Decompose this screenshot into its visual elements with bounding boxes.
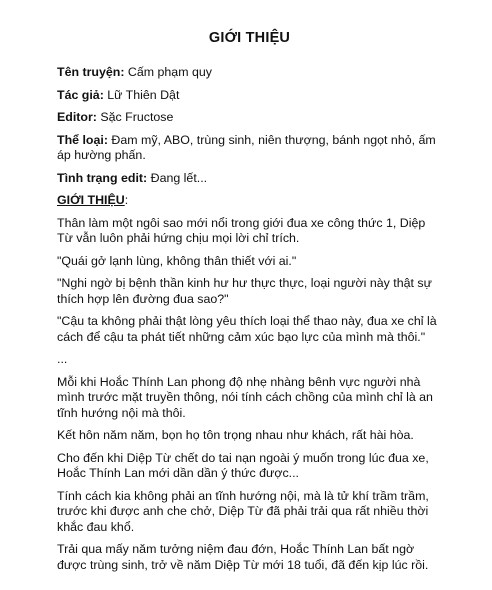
- meta-value: Lữ Thiên Dật: [103, 87, 180, 102]
- paragraph: "Quái gở lạnh lùng, không thân thiết với ai.": [57, 253, 297, 268]
- paragraph: Mỗi khi Hoắc Thính Lan phong độ nhẹ nhàng bênh vực người nhà mình trước mặt truyền thông, nói tính cách chồng của mình chỉ là an tĩnh hướng nội mà thôi.: [57, 374, 433, 420]
- meta-label: Thể loại:: [57, 132, 108, 147]
- page-title: GIỚI THIỆU: [208, 30, 291, 46]
- meta-value: Cấm phạm quy: [124, 65, 212, 79]
- meta-value: Đang lết...: [147, 170, 208, 185]
- intro-heading-suffix: :: [124, 193, 129, 207]
- meta-label: Editor:: [57, 110, 97, 124]
- paragraph: Cho đến khi Diệp Từ chết do tai nạn ngoài ý muốn trong lúc đua xe, Hoắc Thính Lan mới dần dần ý thức được...: [57, 450, 429, 480]
- paragraph: "Nghi ngờ bị bệnh thần kinh hư hư thực thực, loại người này thật sự thích hợp lên đường đua sao?": [57, 276, 432, 306]
- paragraph: Tính cách kia không phải an tĩnh hướng nội, mà là tử khí trầm trầm, trước khi được anh che chở, Diệp Từ đã phải trải qua rất nhiều thời khắc đau khổ.: [57, 488, 429, 534]
- intro-heading-text: GIỚI THIỆU: [57, 193, 125, 207]
- meta-label: Tác giả:: [57, 87, 104, 102]
- meta-editor: [57, 110, 442, 126]
- paragraph: Trải qua mấy năm tưởng niệm đau đớn, Hoắc Thính Lan bất ngờ được trùng sinh, trở về năm Diệp Từ mới 18 tuổi, đã đến kịp lúc rồi.: [57, 542, 429, 572]
- meta-story-name: [57, 65, 442, 81]
- meta-value: Sặc Fructose: [96, 110, 174, 124]
- paragraph: Thân làm một ngôi sao mới nổi trong giới đua xe công thức 1, Diệp Từ vẫn luôn phải hứng chịu mọi lời chỉ trích.: [57, 215, 426, 245]
- meta-genre: [57, 133, 442, 164]
- intro-heading: [57, 193, 442, 209]
- paragraph: ...: [57, 352, 68, 366]
- meta-edit-status: [57, 171, 442, 187]
- meta-label: Tình trạng edit:: [57, 170, 148, 185]
- meta-label: Tên truyện:: [57, 65, 125, 79]
- meta-author: [57, 88, 442, 104]
- meta-value: Đam mỹ, ABO, trùng sinh, niên thượng, bánh ngọt nhỏ, ấm áp hường phấn.: [57, 132, 436, 162]
- paragraph: "Cậu ta không phải thật lòng yêu thích loại thể thao này, đua xe chỉ là cách để cậu ta phát tiết những cảm xúc bạo lực của mình mà thôi.": [57, 314, 437, 344]
- paragraph: Kết hôn năm năm, bọn họ tôn trọng nhau như khách, rất hài hòa.: [57, 428, 414, 442]
